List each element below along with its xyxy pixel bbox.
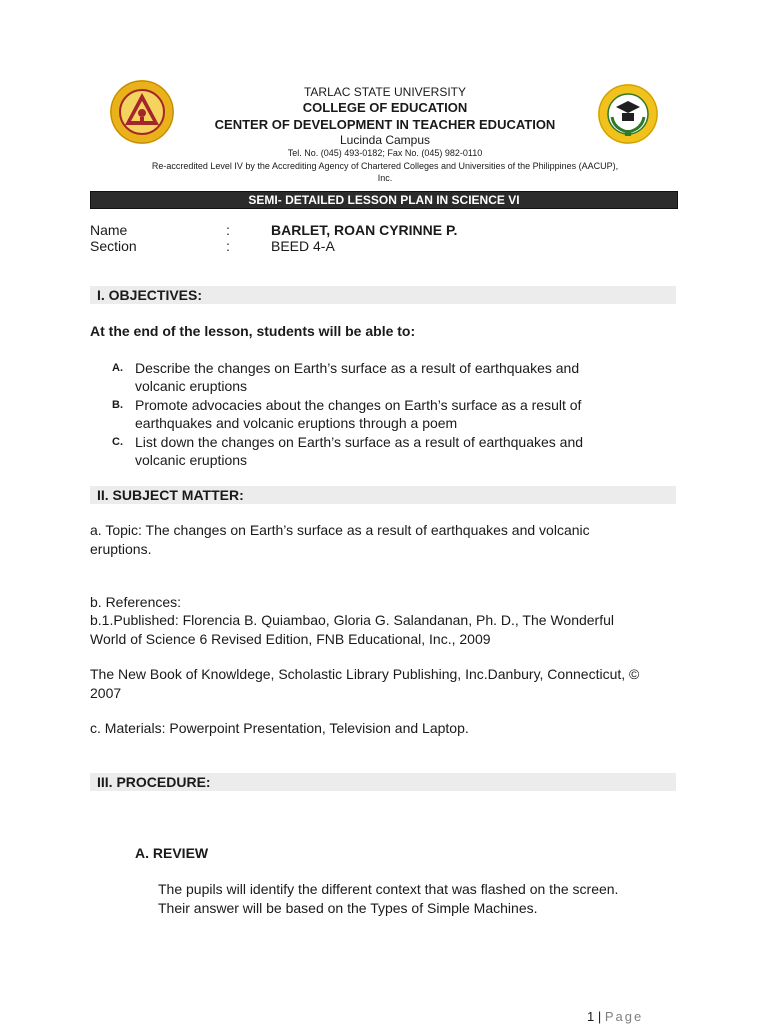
subject-matter-heading: II. SUBJECT MATTER: (97, 487, 244, 503)
topic-text (90, 521, 680, 559)
objective-b (135, 396, 635, 432)
campus-name: Lucinda Campus (339, 133, 431, 147)
reference-2-line2: 2007 (90, 685, 122, 701)
name-label: Name (90, 222, 128, 238)
reference-2-line1: The New Book of Knowldege, Scholastic Library Publishing, Inc.Danbury, Connecticut, © (90, 666, 640, 682)
materials-text: c. Materials: Powerpoint Presentation, Television and Laptop. (90, 720, 469, 736)
reference-1 (90, 611, 690, 649)
objective-c (135, 433, 635, 469)
center-name: CENTER OF DEVELOPMENT IN TEACHER EDUCATION (214, 117, 556, 132)
reference-2 (90, 665, 690, 703)
accreditation-text: Re-accredited Level IV by the Accrediting Agency of Chartered Colleges and Universities of the Philippines (AACUP), Inc. (151, 161, 619, 183)
reference-1-line1: b.1.Published: Florencia B. Quiambao, Gloria G. Salandanan, Ph. D., The Wonderful (90, 612, 614, 628)
lesson-plan-title: SEMI- DETAILED LESSON PLAN IN SCIENCE VI (90, 191, 678, 209)
name-colon: : (226, 222, 230, 238)
section-value: BEED 4-A (271, 238, 335, 254)
procedure-heading: III. PROCEDURE: (97, 774, 211, 790)
review-line1: The pupils will identify the different context that was flashed on the screen. (158, 881, 619, 897)
objectives-heading-bar (90, 286, 676, 304)
page-number: 1 (587, 1009, 595, 1024)
objective-b-letter: B. (112, 399, 123, 411)
objective-b-line1: Promote advocacies about the changes on Earth’s surface as a result of (135, 397, 582, 413)
objective-a (135, 359, 635, 395)
name-value: BARLET, ROAN CYRINNE P. (271, 222, 458, 238)
objective-c-line1: List down the changes on Earth’s surface as a result of earthquakes and (135, 434, 584, 450)
objective-c-letter: C. (112, 436, 123, 448)
university-name: TARLAC STATE UNIVERSITY (303, 85, 467, 99)
procedure-heading-bar (90, 773, 676, 791)
page-label: Page (604, 1009, 644, 1024)
tsu-seal-logo (109, 79, 175, 145)
objective-a-line2: volcanic eruptions (135, 378, 248, 394)
review-text (158, 880, 678, 918)
subject-matter-heading-bar (90, 486, 676, 504)
college-seal-logo (597, 83, 659, 145)
objective-a-line1: Describe the changes on Earth’s surface as a result of earthquakes and (135, 360, 580, 376)
section-label: Section (90, 238, 137, 254)
page-separator: | (597, 1009, 602, 1024)
objectives-heading: I. OBJECTIVES: (97, 287, 203, 303)
references-label: b. References: (90, 594, 182, 610)
objective-b-line2: earthquakes and volcanic eruptions through a poem (135, 415, 458, 431)
college-name: COLLEGE OF EDUCATION (302, 100, 468, 115)
topic-line1: a. Topic: The changes on Earth’s surface as a result of earthquakes and volcanic (90, 522, 590, 538)
review-line2: Their answer will be based on the Types of Simple Machines. (158, 900, 538, 916)
page-footer (587, 1009, 643, 1024)
review-heading: A. REVIEW (135, 845, 209, 861)
objective-c-line2: volcanic eruptions (135, 452, 248, 468)
contact-info: Tel. No. (045) 493-0182; Fax No. (045) 982-0110 (287, 148, 483, 158)
objective-a-letter: A. (112, 362, 123, 374)
reference-1-line2: World of Science 6 Revised Edition, FNB Educational, Inc., 2009 (90, 631, 491, 647)
topic-line2: eruptions. (90, 541, 152, 557)
section-colon: : (226, 238, 230, 254)
objectives-intro: At the end of the lesson, students will be able to: (90, 323, 416, 339)
